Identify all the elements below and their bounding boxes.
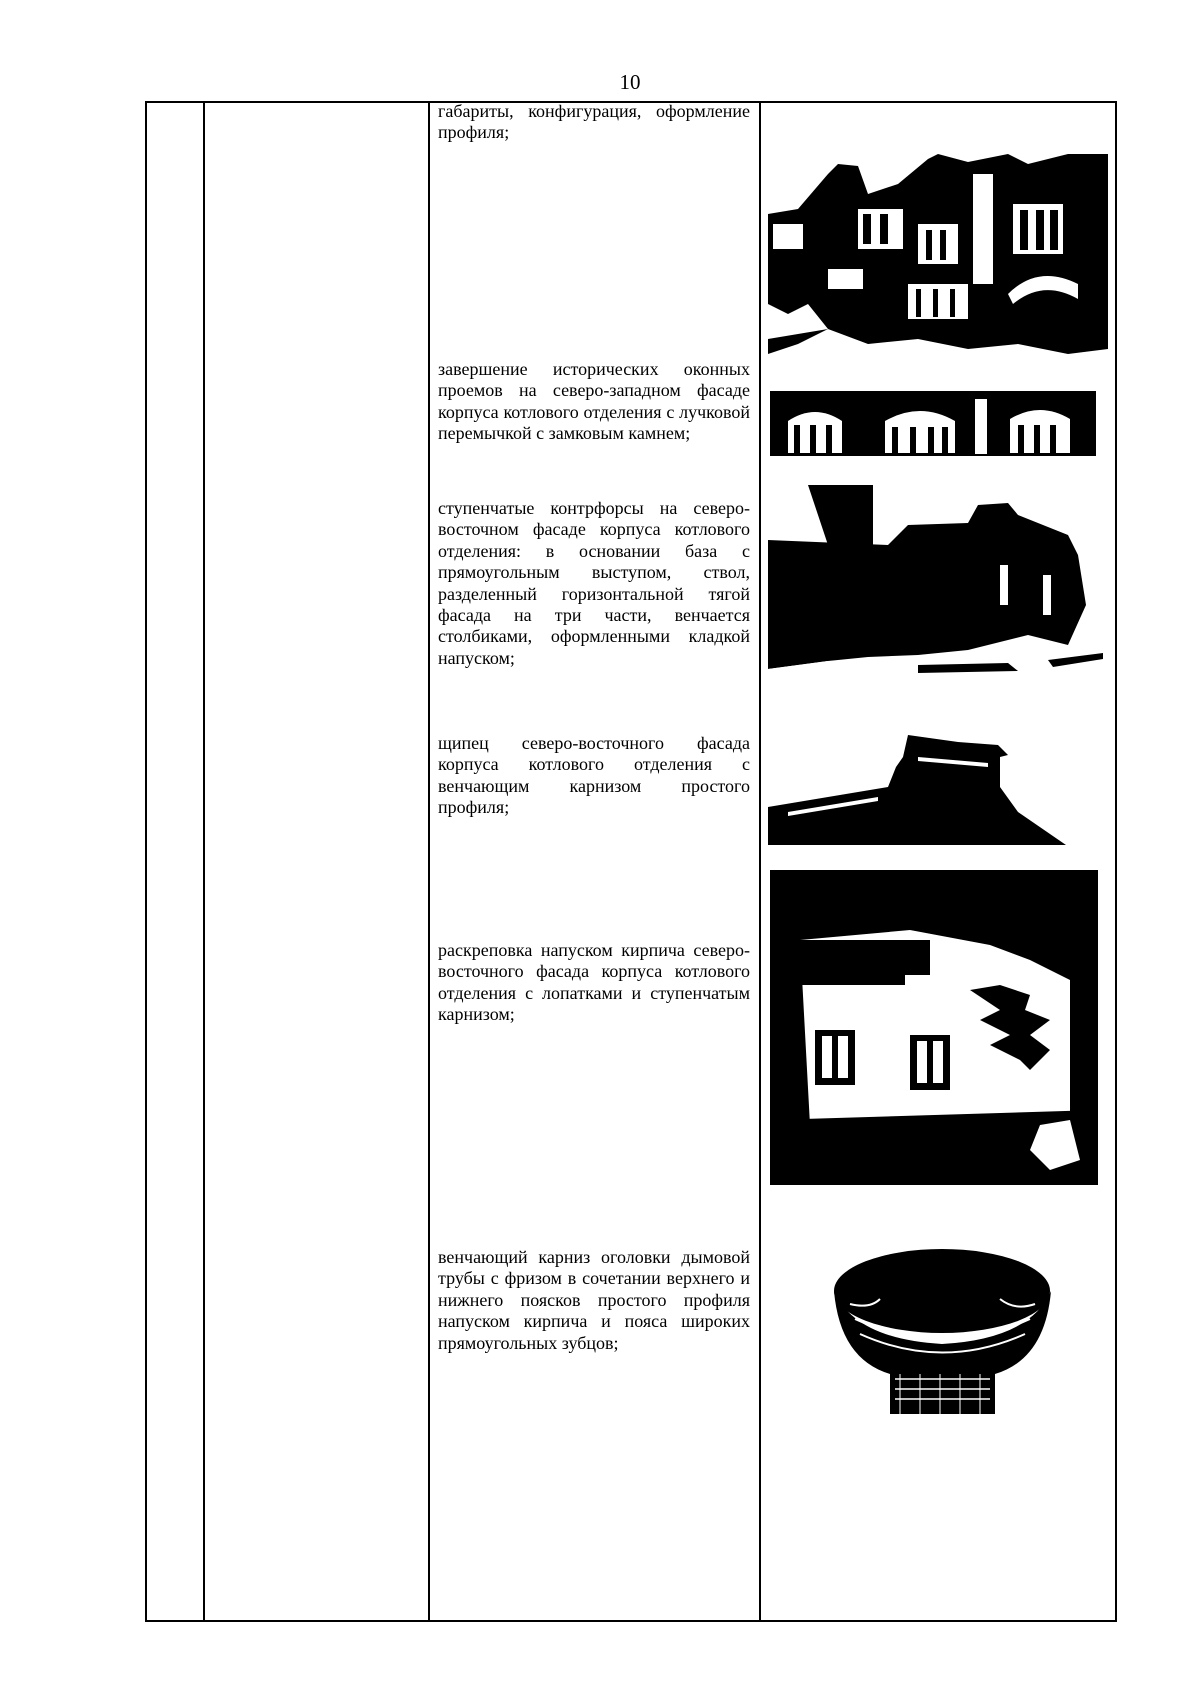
buttresses-photo — [768, 485, 1108, 681]
chimney-cornice-photo — [830, 1249, 1055, 1414]
object-name-column-cell — [205, 103, 428, 1620]
building-facade-photo — [768, 154, 1108, 361]
subject-description-4: щипец северо-восточного фасада корпуса котлового отделения с венчающим карнизом простого профиля; — [438, 733, 750, 818]
subject-description-5: раскреповка напуском кирпича северо-восточного фасада корпуса котлового отделения с лопатками и ступенчатым карнизом; — [438, 940, 750, 1025]
subject-description-3: ступенчатые контрфорсы на северо-восточном фасаде корпуса котлового отделения: в основании база с прямоугольным выступом, ствол, разделенный горизонтальной тягой фасада на три части, венчается столбиками, оформленными кладкой напуском; — [438, 498, 750, 668]
table-divider — [428, 101, 430, 1622]
subject-description-2: завершение исторических оконных проемов на северо-западном фасаде корпуса котлового отделения с лучковой перемычкой с замковым камнем; — [438, 359, 750, 444]
facade-pilasters-photo — [770, 870, 1098, 1185]
table-divider — [759, 101, 761, 1622]
window-lintels-photo — [770, 391, 1096, 456]
subject-description-1: габариты, конфигурация, оформление профиля; — [438, 101, 750, 143]
subject-description-6: венчающий карниз оголовки дымовой трубы с фризом в сочетании верхнего и нижнего поясков простого профиля напуском кирпича и пояса широких прямоугольных зубцов; — [438, 1247, 750, 1353]
gable-photo — [768, 727, 1066, 845]
number-column-cell — [147, 103, 203, 1620]
page-number: 10 — [619, 70, 641, 94]
